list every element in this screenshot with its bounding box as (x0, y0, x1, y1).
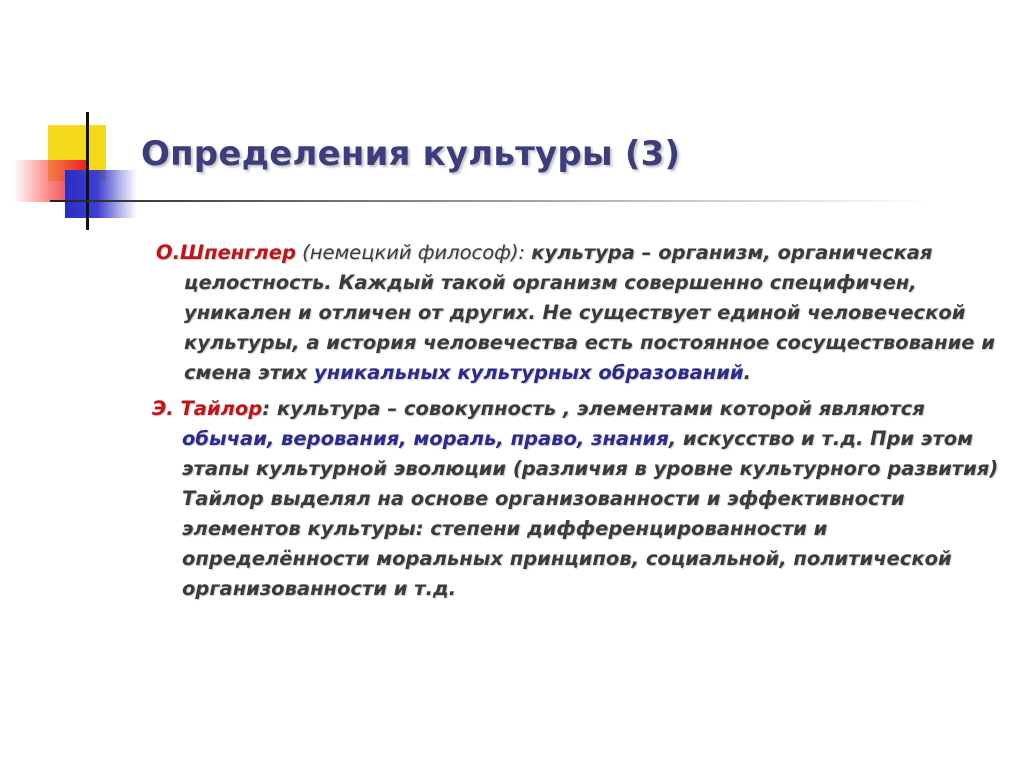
author-name-tylor: Э. Тайлор (152, 397, 263, 420)
slide-title: Определения культуры (3) (141, 134, 681, 174)
decorative-vertical-line (86, 112, 89, 230)
spengler-definition: культура – организм, органическая целостность. Каждый такой организм совершенно специфичен, уникален и отличен от других. Не существует единой человеческой культуры, а история человечества есть постоянное сосуществование и смена этих (184, 241, 995, 384)
slide-body (152, 238, 1012, 604)
title-underline (50, 200, 930, 202)
highlight-elements-list: обычаи, верования, мораль, право, знания (182, 427, 669, 450)
author-name-spengler: О.Шпенглер (156, 241, 296, 264)
paragraph-spengler (152, 238, 1012, 388)
decorative-blue-gradient-bar (65, 170, 137, 218)
tylor-definition-rest: , искусство и т.д. При этом этапы культурной эволюции (различия в уровне культурного развития) Тайлор выделял на основе организованности и эффективности элементов культуры: степени дифференцированности и определённости моральных принципов, социальной, политической организованности и т.д. (182, 427, 999, 600)
paragraph-tylor (152, 394, 1012, 604)
highlight-unique-formations: уникальных культурных образований (314, 361, 744, 384)
sentence-end: . (743, 361, 751, 384)
tylor-definition-start: : культура – совокупность , элементами которой являются (262, 397, 925, 420)
author-descriptor: (немецкий философ): (295, 241, 532, 264)
